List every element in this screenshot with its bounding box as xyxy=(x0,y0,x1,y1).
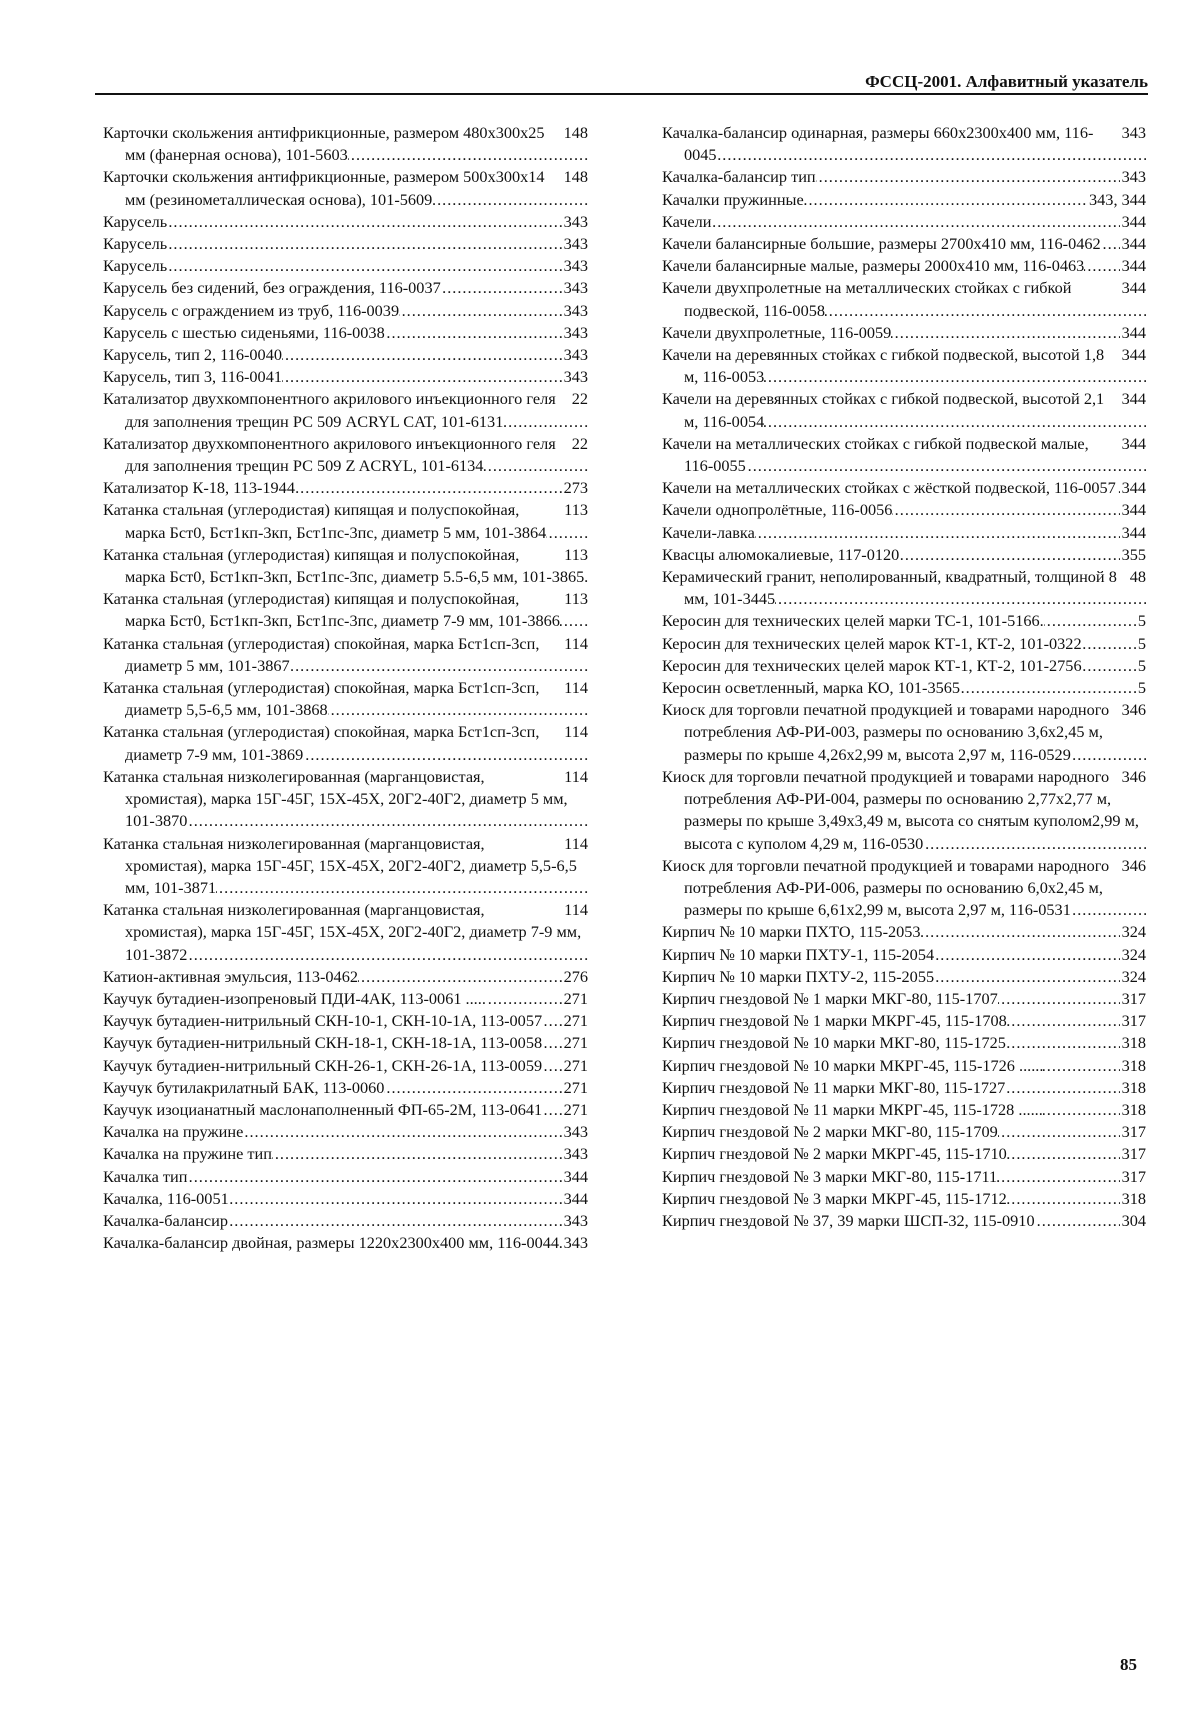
index-entry-page: 346 xyxy=(1120,855,1146,877)
index-entry-page: 344 xyxy=(1120,211,1146,233)
index-entry-text: Катанка стальная (углеродистая) кипящая и полуспокойная, марка Бст0, Бст1кп-3кп, Бст1пс-3пс, диаметр 7-9 мм, 101-3866 xyxy=(103,589,560,631)
index-entry-text: Карусель с шестью сиденьями, 116-0038 xyxy=(103,322,385,342)
index-entry xyxy=(662,988,1146,1010)
index-entry-page: 355 xyxy=(1120,544,1146,566)
index-entry xyxy=(103,1188,588,1210)
index-entry-text: Каучук бутадиен-изопреновый ПДИ-4АК, 113-0061 ..... xyxy=(103,988,486,1008)
index-entry-text: Кирпич № 10 марки ПХТУ-2, 115-2055 xyxy=(662,966,935,986)
index-entry xyxy=(662,1077,1146,1099)
index-entry-page: 324 xyxy=(1120,944,1146,966)
index-entry xyxy=(662,610,1146,632)
index-entry-text: Карусель, тип 3, 116-0041 xyxy=(103,367,282,387)
index-entry-page: 317 xyxy=(1120,1121,1146,1143)
index-entry-page: 271 xyxy=(562,988,588,1010)
index-entry-page: 271 xyxy=(562,1077,588,1099)
index-entry-text: Кирпич гнездовой № 1 марки МКРГ-45, 115-1708 xyxy=(662,1011,1007,1031)
index-entry-page: 148 xyxy=(562,166,588,188)
index-entry-text: Керосин осветленный, марка КО, 101-3565 xyxy=(662,678,961,698)
index-entry xyxy=(662,1121,1146,1143)
index-entry-page: 114 xyxy=(562,721,588,743)
index-entry-text: Кирпич гнездовой № 3 марки МКРГ-45, 115-1712 xyxy=(662,1188,1007,1208)
index-entry-text: Каучук бутадиен-нитрильный СКН-10-1, СКН-10-1А, 113-0057 xyxy=(103,1011,543,1031)
index-entry-page: 343 xyxy=(562,366,588,388)
index-entry xyxy=(103,1143,588,1165)
index-entry-page: 343 xyxy=(562,1121,588,1143)
index-entry xyxy=(103,721,588,765)
index-entry-page: 343 xyxy=(562,1232,588,1254)
index-entry-page: 343 xyxy=(562,211,588,233)
index-entry xyxy=(103,300,588,322)
index-entry xyxy=(103,1210,588,1232)
index-entry xyxy=(662,433,1146,477)
index-entry-page: 344 xyxy=(1120,322,1146,344)
index-entry xyxy=(662,633,1146,655)
index-entry xyxy=(662,966,1146,988)
index-entry-page: 344 xyxy=(1120,499,1146,521)
index-entry xyxy=(662,855,1146,922)
index-entry-page: 344 xyxy=(1120,277,1146,299)
index-entry-page: 317 xyxy=(1120,1166,1146,1188)
index-entry xyxy=(662,921,1146,943)
index-entry-text: Кирпич гнездовой № 11 марки МКГ-80, 115-1727 xyxy=(662,1077,1006,1097)
index-entry xyxy=(103,899,588,966)
index-entry xyxy=(103,433,588,477)
index-entry-page: 114 xyxy=(562,833,588,855)
index-entry-page: 113 xyxy=(562,588,588,610)
index-entry-page: 271 xyxy=(562,1099,588,1121)
index-entry-page: 344 xyxy=(562,1166,588,1188)
index-entry xyxy=(103,233,588,255)
index-entry xyxy=(103,544,588,588)
index-entry-page: 271 xyxy=(562,1010,588,1032)
index-entry-text: Качели двухпролетные на металлических стойках с гибкой подвеской, 116-0058 xyxy=(662,278,1072,320)
index-entry-text: Катанка стальная (углеродистая) спокойная, марка Бст1сп-3сп, диаметр 7-9 мм, 101-3869 xyxy=(103,722,540,764)
index-entry-text: Каучук изоцианатный маслонаполненный ФП-65-2М, 113-0641 xyxy=(103,1099,543,1119)
index-entry-page: 48 xyxy=(1128,566,1146,588)
index-column-right xyxy=(662,122,1146,1232)
index-entry-page: 5 xyxy=(1136,610,1146,632)
index-entry xyxy=(103,1077,588,1099)
index-column-left xyxy=(103,122,588,1254)
index-entry xyxy=(662,477,1146,499)
index-entry xyxy=(103,499,588,543)
index-entry-page: 22 xyxy=(570,433,588,455)
index-entry-page: 343 xyxy=(562,233,588,255)
index-entry xyxy=(662,699,1146,766)
index-entry-text: Кирпич № 10 марки ПХТО, 115-2053 xyxy=(662,922,921,942)
index-entry-text: Киоск для торговли печатной продукцией и товарами народного потребления АФ-РИ-004, размеры по основанию 2,77x2,77 м, размеры по крыше 3,49x3,49 м, высота со снятым куполом2,99 м, высота с куполом 4,29 м, 116-0530 xyxy=(662,766,1139,853)
index-entry xyxy=(103,633,588,677)
index-entry xyxy=(662,255,1146,277)
index-entry-text: Карусель xyxy=(103,234,168,254)
index-entry-text: Карусель xyxy=(103,211,168,231)
index-entry-page: 344 xyxy=(1120,522,1146,544)
index-entry-page: 276 xyxy=(562,966,588,988)
index-entry-page: 113 xyxy=(562,544,588,566)
index-entry xyxy=(103,833,588,900)
index-entry-text: Качалка тип xyxy=(103,1166,188,1186)
index-entry-text: Качалки пружинные xyxy=(662,189,804,209)
index-entry xyxy=(662,499,1146,521)
index-entry-text: Качалка на пружине xyxy=(103,1122,244,1142)
index-entry-page: 317 xyxy=(1120,1143,1146,1165)
index-entry xyxy=(103,277,588,299)
index-entry xyxy=(662,277,1146,321)
index-entry-page: 343 xyxy=(562,300,588,322)
index-entry-page: 324 xyxy=(1120,921,1146,943)
index-entry-text: Качалка-балансир xyxy=(103,1210,229,1230)
index-entry-page: 114 xyxy=(562,766,588,788)
index-entry-text: Керосин для технических целей марок КТ-1, КТ-2, 101-2756 xyxy=(662,655,1082,675)
index-entry-text: Качалка-балансир двойная, размеры 1220x2300x400 мм, 116-0044 xyxy=(103,1233,560,1253)
index-entry xyxy=(662,944,1146,966)
index-entry-text: Кирпич гнездовой № 3 марки МКГ-80, 115-1711 xyxy=(662,1166,998,1186)
index-entry-page: 343 xyxy=(1120,166,1146,188)
index-entry xyxy=(103,766,588,833)
index-entry-page: 344 xyxy=(562,1188,588,1210)
index-entry-text: Качели xyxy=(662,211,712,231)
index-entry xyxy=(103,322,588,344)
index-entry xyxy=(662,1055,1146,1077)
index-entry xyxy=(103,211,588,233)
index-entry-text: Кирпич гнездовой № 2 марки МКГ-80, 115-1709 xyxy=(662,1122,998,1142)
index-entry-page: 343 xyxy=(562,1143,588,1165)
index-entry-text: Катанка стальная (углеродистая) спокойная, марка Бст1сп-3сп, диаметр 5,5-6,5 мм, 101-3868 xyxy=(103,678,540,720)
index-entry-page: 344 xyxy=(1120,433,1146,455)
index-entry-text: Кирпич № 10 марки ПХТУ-1, 115-2054 xyxy=(662,944,935,964)
index-entry xyxy=(662,122,1146,166)
index-entry-text: Катализатор двухкомпонентного акрилового инъекционного геля для заполнения трещин РС 509 ACRYL CAT, 101-6131 xyxy=(103,389,556,431)
index-entry-text: Качели на металлических стойках с жёсткой подвеской, 116-0057 xyxy=(662,478,1116,498)
index-entry-text: Карусель без сидений, без ограждения, 116-0037 xyxy=(103,278,441,298)
index-entry-text: Кирпич гнездовой № 1 марки МКГ-80, 115-1707 xyxy=(662,988,998,1008)
index-entry-page: 343 xyxy=(562,344,588,366)
index-entry xyxy=(103,166,588,210)
index-entry xyxy=(662,677,1146,699)
index-entry-page: 344 xyxy=(1120,344,1146,366)
index-entry-text: Качели на деревянных стойках с гибкой подвеской, высотой 1,8 м, 116-0053 xyxy=(662,345,1105,387)
index-entry-page: 346 xyxy=(1120,766,1146,788)
index-entry-page: 5 xyxy=(1136,655,1146,677)
index-entry xyxy=(103,966,588,988)
index-entry-text: Качели на металлических стойках с гибкой подвеской малые, 116-0055 xyxy=(662,433,1089,476)
index-entry-page: 273 xyxy=(562,477,588,499)
index-entry-page: 344 xyxy=(1120,477,1146,499)
index-entry-text: Качалка-балансир одинарная, размеры 660x2300x400 мм, 116-0045 xyxy=(662,123,1094,165)
index-entry-page: 114 xyxy=(562,899,588,921)
index-entry-page: 317 xyxy=(1120,1010,1146,1032)
index-entry-text: Кирпич гнездовой № 2 марки МКРГ-45, 115-1710 xyxy=(662,1144,1007,1164)
index-entry xyxy=(662,566,1146,610)
index-entry-text: Карусель xyxy=(103,256,168,276)
index-entry-page: 324 xyxy=(1120,966,1146,988)
index-entry-page: 271 xyxy=(562,1055,588,1077)
index-entry-page: 344 xyxy=(1120,233,1146,255)
index-entry-text: Катанка стальная (углеродистая) кипящая и полуспокойная, марка Бст0, Бст1кп-3кп, Бст1пс-3пс, диаметр 5.5-6,5 мм, 101-3865 xyxy=(103,544,585,587)
index-entry-text: Катанка стальная низколегированная (марганцовистая, хромистая), марка 15Г-45Г, 15Х-45Х, 20Г2-40Г2, диаметр 7-9 мм, 101-3872 xyxy=(103,900,582,964)
index-entry-page: 318 xyxy=(1120,1099,1146,1121)
index-entry-page: 343 xyxy=(562,322,588,344)
index-entry xyxy=(662,322,1146,344)
index-entry-text: Кирпич гнездовой № 10 марки МКГ-80, 115-1725 xyxy=(662,1033,1006,1053)
index-entry xyxy=(103,122,588,166)
index-entry-text: Кирпич гнездовой № 37, 39 марки ШСП-32, 115-0910 xyxy=(662,1210,1035,1230)
index-entry-text: Каучук бутилакрилатный БАК, 113-0060 xyxy=(103,1077,385,1097)
index-entry xyxy=(103,1032,588,1054)
index-entry xyxy=(103,388,588,432)
index-entry-text: Кирпич гнездовой № 10 марки МКРГ-45, 115-1726 ...... xyxy=(662,1055,1044,1075)
index-entry-page: 343 xyxy=(562,277,588,299)
index-entry-text: Качели балансирные малые, размеры 2000x410 мм, 116-0463 xyxy=(662,256,1085,276)
index-entry xyxy=(103,1099,588,1121)
index-entry xyxy=(662,166,1146,188)
page-number: 85 xyxy=(1120,1655,1137,1674)
index-entry xyxy=(662,1010,1146,1032)
index-entry-text: Карусель, тип 2, 116-0040 xyxy=(103,345,282,365)
index-entry-page: 343 xyxy=(562,1210,588,1232)
index-entry-text: Качели на деревянных стойках с гибкой подвеской, высотой 2,1 м, 116-0054 xyxy=(662,389,1105,431)
index-entry-text: Катанка стальная низколегированная (марганцовистая, хромистая), марка 15Г-45Г, 15Х-45Х, 20Г2-40Г2, диаметр 5,5-6,5 мм, 101-3871 xyxy=(103,833,577,897)
index-entry-text: Карточки скольжения антифрикционные, размером 480x300x25 мм (фанерная основа), 101-5603 xyxy=(103,123,545,165)
index-entry xyxy=(662,544,1146,566)
index-entry xyxy=(103,1055,588,1077)
index-entry-text: Катанка стальная (углеродистая) спокойная, марка Бст1сп-3сп, диаметр 5 мм, 101-3867 xyxy=(103,633,540,675)
index-entry-text: Катион-активная эмульсия, 113-0462 xyxy=(103,966,358,986)
index-entry xyxy=(662,233,1146,255)
index-entry-page: 114 xyxy=(562,677,588,699)
index-entry xyxy=(662,1143,1146,1165)
index-entry-text: Керосин для технических целей марок КТ-1, КТ-2, 101-0322 xyxy=(662,633,1082,653)
index-entry-page: 113 xyxy=(562,499,588,521)
index-entry xyxy=(662,189,1146,211)
index-entry-page: 318 xyxy=(1120,1077,1146,1099)
index-entry-text: Катанка стальная (углеродистая) кипящая и полуспокойная, марка Бст0, Бст1кп-3кп, Бст1пс-3пс, диаметр 5 мм, 101-3864 xyxy=(103,500,547,542)
index-entry xyxy=(662,766,1146,855)
index-entry xyxy=(103,344,588,366)
index-entry-page: 346 xyxy=(1120,699,1146,721)
index-entry-page: 318 xyxy=(1120,1032,1146,1054)
index-entry-page: 343 xyxy=(562,255,588,277)
index-entry-text: Качалка, 116-0051 xyxy=(103,1188,229,1208)
index-entry xyxy=(103,1121,588,1143)
index-entry-page: 318 xyxy=(1120,1055,1146,1077)
index-entry xyxy=(662,1032,1146,1054)
index-entry-page: 344 xyxy=(1120,388,1146,410)
index-entry-text: Каучук бутадиен-нитрильный СКН-26-1, СКН-26-1А, 113-0059 xyxy=(103,1055,543,1075)
index-entry-text: Керосин для технических целей марки ТС-1, 101-5166. xyxy=(662,611,1044,631)
index-entry-page: 148 xyxy=(562,122,588,144)
index-entry xyxy=(103,255,588,277)
index-entry xyxy=(103,477,588,499)
index-entry xyxy=(662,1210,1146,1232)
index-entry-page: 317 xyxy=(1120,988,1146,1010)
index-entry-page: 304 xyxy=(1120,1210,1146,1232)
index-entry-page: 344 xyxy=(1120,255,1146,277)
index-entry-text: Качели двухпролетные, 116-0059 xyxy=(662,322,892,342)
index-entry-text: Керамический гранит, неполированный, квадратный, толщиной 8 мм, 101-3445 xyxy=(662,567,1117,609)
index-entry-text: Каучук бутадиен-нитрильный СКН-18-1, СКН-18-1А, 113-0058 xyxy=(103,1033,543,1053)
index-entry-text: Карточки скольжения антифрикционные, размером 500x300x14 мм (резинометаллическая основа), 101-5609 xyxy=(103,167,545,209)
index-entry xyxy=(662,211,1146,233)
index-entry xyxy=(103,588,588,632)
index-entry xyxy=(662,1166,1146,1188)
index-entry-page: 343, 344 xyxy=(1087,189,1146,211)
index-entry xyxy=(103,1166,588,1188)
index-entry-page: 5 xyxy=(1136,677,1146,699)
index-entry-page: 271 xyxy=(562,1032,588,1054)
index-entry-text: Катализатор двухкомпонентного акрилового инъекционного геля для заполнения трещин РС 509 Z ACRYL, 101-6134 xyxy=(103,433,556,476)
index-entry-text: Качели однопролётные, 116-0056 xyxy=(662,500,893,520)
header-rule xyxy=(95,93,1148,95)
index-entry-text: Катализатор К-18, 113-1944 xyxy=(103,478,295,498)
index-entry xyxy=(103,677,588,721)
index-entry-text: Киоск для торговли печатной продукцией и товарами народного потребления АФ-РИ-006, размеры по основанию 6,0x2,45 м, размеры по крыше 6,61x2,99 м, высота 2,97 м, 116-0531 xyxy=(662,855,1110,920)
index-entry-page: 343 xyxy=(1120,122,1146,144)
index-entry-page: 22 xyxy=(570,388,588,410)
index-entry xyxy=(103,988,588,1010)
index-entry-text: Качалка-балансир тип xyxy=(662,167,816,187)
index-entry xyxy=(662,388,1146,432)
index-entry xyxy=(103,1232,588,1254)
index-entry-text: Катанка стальная низколегированная (марганцовистая, хромистая), марка 15Г-45Г, 15Х-45Х, 20Г2-40Г2, диаметр 5 мм, 101-3870 xyxy=(103,766,568,831)
index-entry-page: 318 xyxy=(1120,1188,1146,1210)
index-entry-text: Киоск для торговли печатной продукцией и товарами народного потребления АФ-РИ-003, размеры по основанию 3,6x2,45 м, размеры по крыше 4,26x2,99 м, высота 2,97 м, 116-0529 xyxy=(662,700,1110,764)
index-entry xyxy=(662,344,1146,388)
running-header: ФССЦ-2001. Алфавитный указатель xyxy=(865,72,1148,91)
index-entry-text: Карусель с ограждением из труб, 116-0039 xyxy=(103,300,400,320)
index-entry-text: Качели-лавка xyxy=(662,522,755,542)
index-entry-text: Кирпич гнездовой № 11 марки МКРГ-45, 115-1728 ...... xyxy=(662,1099,1043,1119)
index-entry xyxy=(662,522,1146,544)
index-entry-text: Качели балансирные большие, размеры 2700x410 мм, 116-0462 xyxy=(662,234,1101,254)
index-entry-text: Качалка на пружине тип xyxy=(103,1144,272,1164)
index-entry-page: 5 xyxy=(1136,633,1146,655)
index-entry-page: 114 xyxy=(562,633,588,655)
index-entry xyxy=(662,655,1146,677)
index-entry xyxy=(662,1188,1146,1210)
index-entry-text: Квасцы алюмокалиевые, 117-0120 xyxy=(662,544,900,564)
index-entry xyxy=(662,1099,1146,1121)
index-entry xyxy=(103,1010,588,1032)
index-entry xyxy=(103,366,588,388)
